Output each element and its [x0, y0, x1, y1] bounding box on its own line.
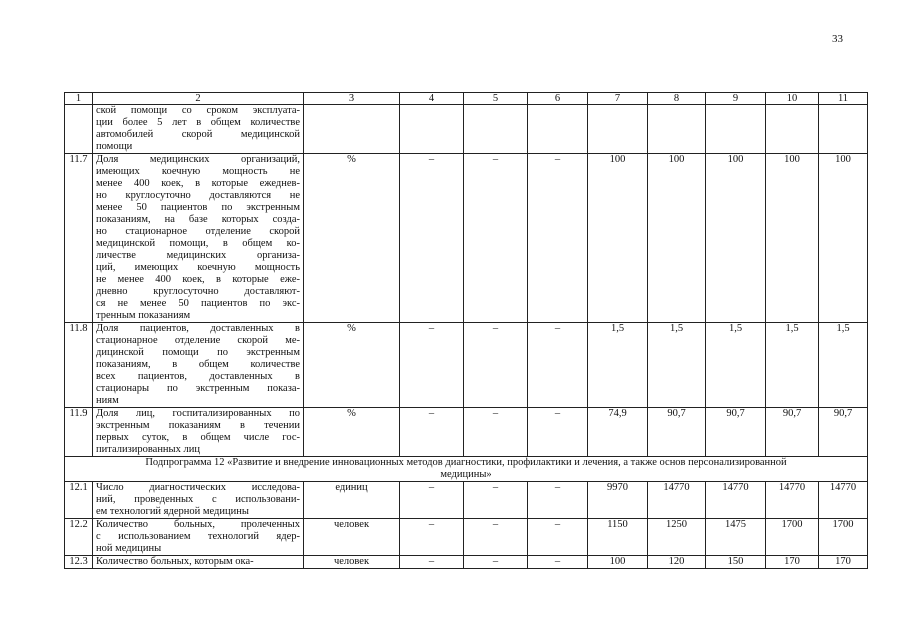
table-row [65, 154, 868, 323]
value-cell: – [400, 519, 464, 556]
subprogram-title [65, 457, 868, 482]
column-number: 9 [706, 93, 766, 105]
description-line: ний, проведенных с использовани- [96, 494, 300, 505]
row-number: 12.2 [65, 519, 93, 556]
description-line: с использованием технологий ядер- [96, 531, 300, 542]
value-cell: 1,5 [588, 323, 648, 408]
table-row [65, 323, 868, 408]
value-cell: – [464, 519, 528, 556]
description-line: дицинской помощи по экстренным [96, 347, 300, 358]
value-cell: 120 [648, 556, 706, 569]
value-cell: 1,5 [706, 323, 766, 408]
empty-cell [464, 105, 528, 154]
value-cell: 90,7 [648, 408, 706, 457]
row-number: 11.8 [65, 323, 93, 408]
description-line: ниям [96, 395, 119, 406]
description-line: Количество больных, пролеченных [96, 519, 300, 530]
value-cell: 90,7 [819, 408, 868, 457]
indicator-description [93, 105, 304, 154]
description-line: медицинской помощи, в общем ко- [96, 238, 300, 249]
column-number: 4 [400, 93, 464, 105]
indicator-description [93, 519, 304, 556]
column-number: 7 [588, 93, 648, 105]
value-cell: – [400, 323, 464, 408]
column-number: 3 [304, 93, 400, 105]
description-line: менее 50 пациентов по экстренным [96, 202, 300, 213]
value-cell: 100 [648, 154, 706, 323]
value-cell: 14770 [706, 482, 766, 519]
column-number: 2 [93, 93, 304, 105]
value-cell: 100 [588, 154, 648, 323]
value-cell: 14770 [648, 482, 706, 519]
table-row-continuation [65, 105, 868, 154]
value-cell: 1700 [819, 519, 868, 556]
description-line: Доля лиц, госпитализированных по [96, 408, 300, 419]
value-cell: 14770 [766, 482, 819, 519]
value-cell: 1150 [588, 519, 648, 556]
description-line: стационарное отделение скорой ме- [96, 335, 300, 346]
description-line: ем технологий ядерной медицины [96, 506, 249, 517]
description-line: стационары по экстренным показа- [96, 383, 300, 394]
unit-cell: % [304, 323, 400, 408]
value-cell: – [400, 556, 464, 569]
value-cell: – [400, 482, 464, 519]
value-cell: 14770 [819, 482, 868, 519]
value-cell: – [528, 408, 588, 457]
subprogram-line: медицины» [440, 469, 492, 480]
table-row [65, 408, 868, 457]
description-line: но круглосуточно доставляются не [96, 190, 300, 201]
description-line: питализированных лиц [96, 444, 200, 455]
description-line: ской помощи со сроком эксплуата- [96, 105, 300, 116]
value-cell: – [528, 482, 588, 519]
value-cell: 1,5 [648, 323, 706, 408]
unit-cell: человек [304, 519, 400, 556]
indicator-description [93, 482, 304, 519]
description-line: экстренным показаниям в течении [96, 420, 300, 431]
indicators-table [64, 92, 868, 569]
subprogram-row [65, 457, 868, 482]
description-line: Доля пациентов, доставленных в [96, 323, 300, 334]
description-line: личестве медицинских организа- [96, 250, 300, 261]
value-cell: 1250 [648, 519, 706, 556]
value-cell: 1475 [706, 519, 766, 556]
value-cell: 100 [766, 154, 819, 323]
row-number [65, 105, 93, 154]
value-cell: 9970 [588, 482, 648, 519]
table-row [65, 482, 868, 519]
column-number: 6 [528, 93, 588, 105]
unit-cell: единиц [304, 482, 400, 519]
table-row [65, 519, 868, 556]
subprogram-line: Подпрограмма 12 «Развитие и внедрение инновационных методов диагностики, профилактики и лечения, а также основ персонализированной [145, 457, 787, 468]
value-cell: – [464, 556, 528, 569]
unit-cell: человек [304, 556, 400, 569]
description-line: ной медицины [96, 543, 162, 554]
column-number: 1 [65, 93, 93, 105]
description-line: Число диагностических исследова- [96, 482, 300, 493]
description-line: Количество больных, которым ока- [96, 556, 254, 567]
value-cell: – [464, 482, 528, 519]
column-number: 8 [648, 93, 706, 105]
unit-cell: % [304, 408, 400, 457]
description-line: помощи [96, 141, 133, 152]
description-line: Доля медицинских организаций, [96, 154, 300, 165]
empty-cell [400, 105, 464, 154]
value-cell: – [400, 408, 464, 457]
empty-cell [706, 105, 766, 154]
value-cell: – [400, 154, 464, 323]
empty-cell [528, 105, 588, 154]
value-cell: – [528, 556, 588, 569]
page-number: 33 [832, 33, 843, 45]
value-cell: – [528, 323, 588, 408]
column-number-row [65, 93, 868, 105]
description-line: всех пациентов, доставленных в [96, 371, 300, 382]
description-line: ся не менее 50 пациентов по экс- [96, 298, 300, 309]
column-number: 5 [464, 93, 528, 105]
unit-cell: % [304, 154, 400, 323]
value-cell: – [464, 323, 528, 408]
description-line: не менее 400 коек, в которые еже- [96, 274, 300, 285]
row-number: 11.9 [65, 408, 93, 457]
empty-cell [766, 105, 819, 154]
description-line: менее 400 коек, в которые ежеднев- [96, 178, 300, 189]
description-line: ции более 5 лет в общем количестве [96, 117, 300, 128]
value-cell: 150 [706, 556, 766, 569]
row-number: 11.7 [65, 154, 93, 323]
value-cell: 1700 [766, 519, 819, 556]
value-cell: 1,5 [766, 323, 819, 408]
row-number: 12.3 [65, 556, 93, 569]
description-line: показаниям, на базе которых созда- [96, 214, 300, 225]
value-cell: 74,9 [588, 408, 648, 457]
indicator-description [93, 154, 304, 323]
description-line: автомобилей скорой медицинской [96, 129, 300, 140]
value-cell: 170 [766, 556, 819, 569]
description-line: дневно круглосуточно доставляют- [96, 286, 300, 297]
description-line: первых суток, в общем числе гос- [96, 432, 300, 443]
description-line: ций, имеющих коечную мощность [96, 262, 300, 273]
value-cell: 1,5 [819, 323, 868, 408]
description-line: показаниям, в общем количестве [96, 359, 300, 370]
value-cell: 100 [819, 154, 868, 323]
value-cell: – [464, 154, 528, 323]
indicator-description [93, 323, 304, 408]
empty-cell [819, 105, 868, 154]
value-cell: 90,7 [706, 408, 766, 457]
value-cell: – [528, 519, 588, 556]
value-cell: – [464, 408, 528, 457]
column-number: 10 [766, 93, 819, 105]
value-cell: 100 [706, 154, 766, 323]
empty-cell [588, 105, 648, 154]
value-cell: – [528, 154, 588, 323]
column-number: 11 [819, 93, 868, 105]
description-line: тренным показаниям [96, 310, 191, 321]
row-number: 12.1 [65, 482, 93, 519]
value-cell: 90,7 [766, 408, 819, 457]
table-row [65, 556, 868, 569]
indicator-description [93, 556, 304, 569]
description-line: но стационарное отделение скорой [96, 226, 300, 237]
empty-cell [648, 105, 706, 154]
empty-cell [304, 105, 400, 154]
indicator-description [93, 408, 304, 457]
value-cell: 170 [819, 556, 868, 569]
description-line: имеющих коечную мощность не [96, 166, 300, 177]
value-cell: 100 [588, 556, 648, 569]
